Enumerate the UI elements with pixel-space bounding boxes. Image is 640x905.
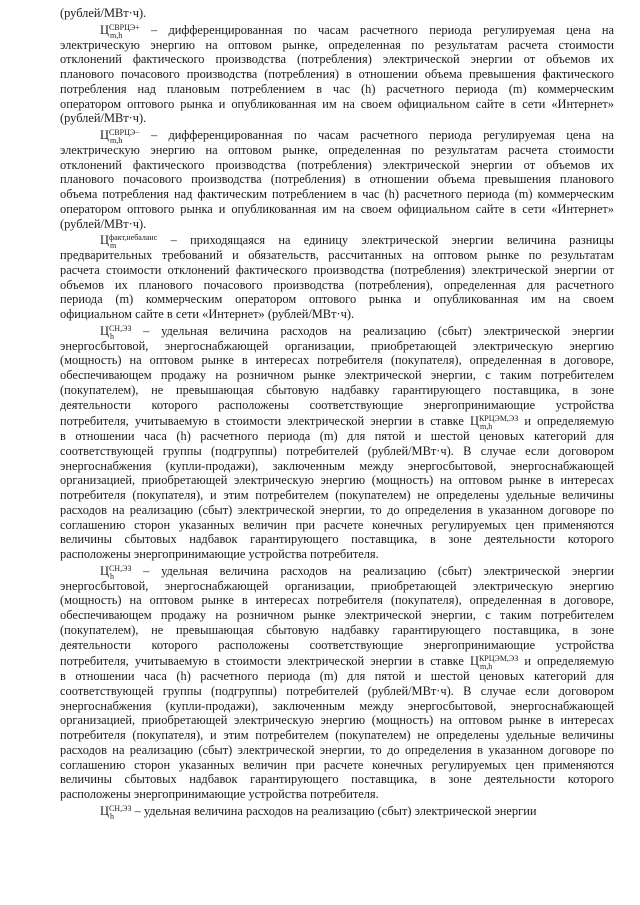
line-text: величины сбытовых надбавок гарантирующего поставщика, в зоне деятельности которого	[60, 532, 614, 547]
text-line	[60, 743, 614, 758]
symbol-base: Ц	[100, 803, 109, 818]
price-symbol-inline	[470, 412, 519, 432]
text-line	[60, 202, 614, 217]
text-line	[60, 713, 614, 728]
line-tail: и определяемую	[518, 654, 615, 669]
paragraph	[60, 802, 614, 819]
price-symbol	[100, 21, 140, 38]
line-text: соглашению сторон указанных величин при расчете конечных регулируемых цен применяются	[60, 757, 614, 772]
line-text: – дифференцированная по часам расчетного периода регулируемая цена на	[139, 128, 614, 142]
text-line	[60, 6, 614, 21]
symbol-subscript: m,h	[110, 30, 123, 40]
line-text: потребителя (покупателя), и этим потребителем (покупателем) не определены удельные величины	[60, 488, 614, 502]
symbol-superscript: СН,ЭЗ	[108, 563, 132, 573]
symbol-subscript: h	[110, 811, 114, 821]
line-text: в отношении часа (h) расчетного периода (m) для пятой и шестой ценовых категорий для	[60, 429, 614, 443]
text-line	[60, 518, 614, 533]
line-text: электрическую энергию на оптовом рынке, определенная по результатам расчета стоимости	[60, 142, 614, 157]
paragraph	[60, 21, 614, 126]
line-text: энергосбытовой, энергоснабжающей организации, приобретающей электрическую энергию	[60, 338, 614, 353]
line-text: потребителя, учитываемую в стоимости электрической энергии в ставке	[60, 414, 464, 429]
text-line	[60, 652, 615, 672]
text-line	[60, 593, 614, 608]
symbol-base: Ц	[100, 233, 109, 248]
line-text: соглашению сторон указанных величин при расчете конечных регулируемых цен применяются	[60, 517, 614, 532]
text-line	[60, 21, 614, 38]
text-line	[60, 248, 614, 263]
line-text: обеспечивающем продажу на розничном рынке электрической энергии, с таким потребителем	[60, 368, 614, 382]
line-text: (покупателем), не превышающая сбытовую надбавку гарантирующего поставщика, в зоне	[60, 382, 614, 397]
line-text: (покупателем), не превышающая сбытовую надбавку гарантирующего поставщика, в зоне	[60, 622, 614, 637]
symbol-base: Ц	[100, 128, 109, 142]
line-text: соответствующей группы (подгруппы) потребителей (рублей/МВт·ч). В случае если договором	[60, 683, 614, 698]
text-line	[60, 638, 614, 653]
text-line	[60, 38, 614, 53]
line-text: расходов на реализацию (сбыт) электрической энергии, то до определения в указанном договоре по	[60, 742, 614, 757]
price-symbol	[100, 126, 140, 143]
line-text: (рублей/МВт·ч).	[60, 111, 147, 126]
line-text: (рублей/МВт·ч).	[60, 6, 147, 20]
text-line	[60, 353, 614, 368]
symbol-superscript: КРЦЭМ,ЭЗ	[478, 654, 519, 664]
line-text: энергоснабжения (купли-продажи), заключенным между энергосбытовой, энергоснабжающей	[60, 698, 614, 713]
symbol-subscript: h	[110, 571, 114, 581]
text-line	[60, 684, 614, 699]
price-symbol	[100, 562, 131, 579]
text-line	[60, 172, 614, 187]
line-text: – удельная величина расходов на реализацию (сбыт) электрической энергии	[131, 323, 614, 338]
text-line	[60, 699, 614, 714]
line-text: организацией, приобретающей электрическую энергию (мощность) на оптовом рынке в интересах	[60, 713, 614, 728]
line-text: потребления над плановым потреблением в час (h) расчетного периода (m) коммерческим	[60, 81, 614, 96]
line-text: деятельности которого расположены соответствующие энергопринимающие устройства	[60, 637, 614, 652]
line-text: электрическую энергию на оптовом рынке, определенная по результатам расчета стоимости	[60, 37, 614, 52]
text-line	[60, 383, 614, 398]
text-line	[60, 787, 614, 802]
text-line	[60, 488, 614, 503]
line-text: оператором оптового рынка и опубликованная им на своем официальном сайте в сети «Интернет»	[60, 96, 614, 111]
line-tail: и определяемую	[518, 414, 615, 429]
symbol-subscript: m,h	[480, 662, 493, 672]
line-text: отклонений фактического производства (потребления) электрической энергии от объемов их	[60, 52, 614, 67]
text-line	[60, 503, 614, 518]
line-text: расположены энергопринимающие устройства потребителя.	[60, 787, 379, 801]
symbol-base: Ц	[100, 323, 109, 338]
line-text: деятельности которого расположены соответствующие энергопринимающие устройства	[60, 397, 614, 412]
symbol-subscript: m,h	[480, 422, 493, 432]
symbol-superscript: СН,ЭЗ	[108, 803, 132, 813]
text-line	[60, 444, 614, 459]
text-line	[60, 187, 614, 202]
text-line	[60, 608, 614, 623]
text-line	[60, 322, 614, 339]
text-line	[60, 412, 615, 432]
line-text: (мощность) на оптовом рынке в интересах потребителя (покупателя), определенная в договоре,	[60, 593, 614, 608]
text-line	[60, 623, 614, 638]
paragraph	[60, 6, 614, 21]
line-text: обеспечивающем продажу на розничном рынке электрической энергии, с таким потребителем	[60, 608, 614, 622]
line-text: – приходящаяся на единицу электрической энергии величина разницы	[157, 233, 614, 248]
line-text: потребителя, учитываемую в стоимости электрической энергии в ставке	[60, 654, 464, 669]
price-symbol-inline	[470, 652, 519, 672]
line-text: планового почасового производства (потребления) в отношении объема превышения фактического	[60, 67, 614, 81]
text-line	[60, 398, 614, 413]
text-line	[60, 82, 614, 97]
price-symbol	[100, 802, 131, 819]
line-text: расположены энергопринимающие устройства потребителя.	[60, 547, 379, 561]
symbol-subscript: m,h	[110, 136, 123, 145]
symbol-superscript: СВРЦЭ−	[108, 128, 140, 137]
text-line	[60, 772, 614, 787]
line-text: предварительных требований и обязательств, рассчитанных на оптовом рынке по результатам	[60, 248, 614, 262]
text-line	[60, 217, 614, 232]
symbol-base: Ц	[100, 563, 109, 578]
line-text: потребителя (покупателя), и этим потребителем (покупателем) не определены удельные величины	[60, 728, 614, 742]
text-line	[60, 802, 614, 819]
symbol-superscript: СВРЦЭ+	[108, 22, 140, 32]
text-line	[60, 459, 614, 474]
symbol-superscript: КРЦЭМ,ЭЗ	[478, 414, 519, 424]
line-text: (рублей/МВт·ч).	[60, 216, 147, 231]
line-text: (мощность) на оптовом рынке в интересах потребителя (покупателя), определенная в договоре,	[60, 353, 614, 368]
text-line	[60, 429, 614, 444]
line-text: оператором оптового рынка и опубликованная им на своем официальном сайте в сети «Интернет»	[60, 201, 614, 216]
symbol-superscript: СН,ЭЗ	[108, 323, 132, 333]
symbol-subscript: h	[110, 331, 114, 341]
text-line	[60, 278, 614, 293]
text-line	[60, 126, 614, 143]
text-line	[60, 307, 614, 322]
text-line	[60, 473, 614, 488]
text-line	[60, 263, 614, 278]
text-line	[60, 111, 614, 126]
paragraph	[60, 126, 614, 231]
text-line	[60, 728, 614, 743]
text-line	[60, 579, 614, 594]
line-text: в отношении часа (h) расчетного периода (m) для пятой и шестой ценовых категорий для	[60, 669, 614, 683]
text-line	[60, 158, 614, 173]
symbol-subscript: m	[110, 241, 117, 251]
text-line	[60, 231, 614, 251]
text-line	[60, 67, 614, 82]
symbol-base: Ц	[100, 22, 109, 37]
line-text: объема потребления над фактическим потреблением в час (h) расчетного периода (m) коммерческим	[60, 187, 614, 201]
price-symbol	[100, 322, 131, 339]
text-line	[60, 52, 614, 67]
text-line	[60, 143, 614, 158]
paragraph	[60, 231, 614, 322]
paragraph	[60, 322, 614, 562]
text-line	[60, 532, 614, 547]
text-line	[60, 97, 614, 112]
symbol-superscript: факт,небаланс	[108, 233, 158, 243]
text-line	[60, 368, 614, 383]
symbol-base: Ц	[470, 414, 479, 429]
line-text: величины сбытовых надбавок гарантирующего поставщика, в зоне деятельности которого	[60, 772, 614, 787]
text-line	[60, 292, 614, 307]
price-symbol	[100, 231, 158, 251]
line-text: отклонений фактического производства (потребления) электрической энергии от объемов их	[60, 157, 614, 172]
line-text: – дифференцированная по часам расчетного периода регулируемая цена на	[139, 22, 614, 37]
line-text: объемов их планового почасового производства (потребления), определенная для расчетного	[60, 277, 614, 292]
line-text: планового почасового производства (потребления) в отношении объема превышения планового	[60, 172, 614, 187]
text-line	[60, 669, 614, 684]
line-text: расчета стоимости отклонений фактического производства (потребления) электрической энергии от	[60, 262, 614, 277]
text-line	[60, 562, 614, 579]
line-text: расходов на реализацию (сбыт) электрической энергии, то до определения в указанном договоре по	[60, 502, 614, 517]
line-text: периода (m) коммерческим оператором оптового рынка и опубликованная им на своем	[60, 292, 614, 307]
line-text: – удельная величина расходов на реализацию (сбыт) электрической энергии	[131, 563, 614, 578]
symbol-base: Ц	[470, 654, 479, 669]
line-text: энергосбытовой, энергоснабжающей организации, приобретающей электрическую энергию	[60, 578, 614, 593]
text-line	[60, 339, 614, 354]
text-line	[60, 547, 614, 562]
line-text: соответствующей группы (подгруппы) потребителей (рублей/МВт·ч). В случае если договором	[60, 443, 614, 458]
paragraph	[60, 562, 614, 802]
line-text: организацией, приобретающей электрическую энергию (мощность) на оптовом рынке в интересах	[60, 473, 614, 488]
text-line	[60, 758, 614, 773]
line-text: – удельная величина расходов на реализацию (сбыт) электрической энергии	[131, 803, 537, 818]
line-text: официальном сайте в сети «Интернет» (рублей/МВт·ч).	[60, 307, 355, 321]
line-text: энергоснабжения (купли-продажи), заключенным между энергосбытовой, энергоснабжающей	[60, 458, 614, 473]
